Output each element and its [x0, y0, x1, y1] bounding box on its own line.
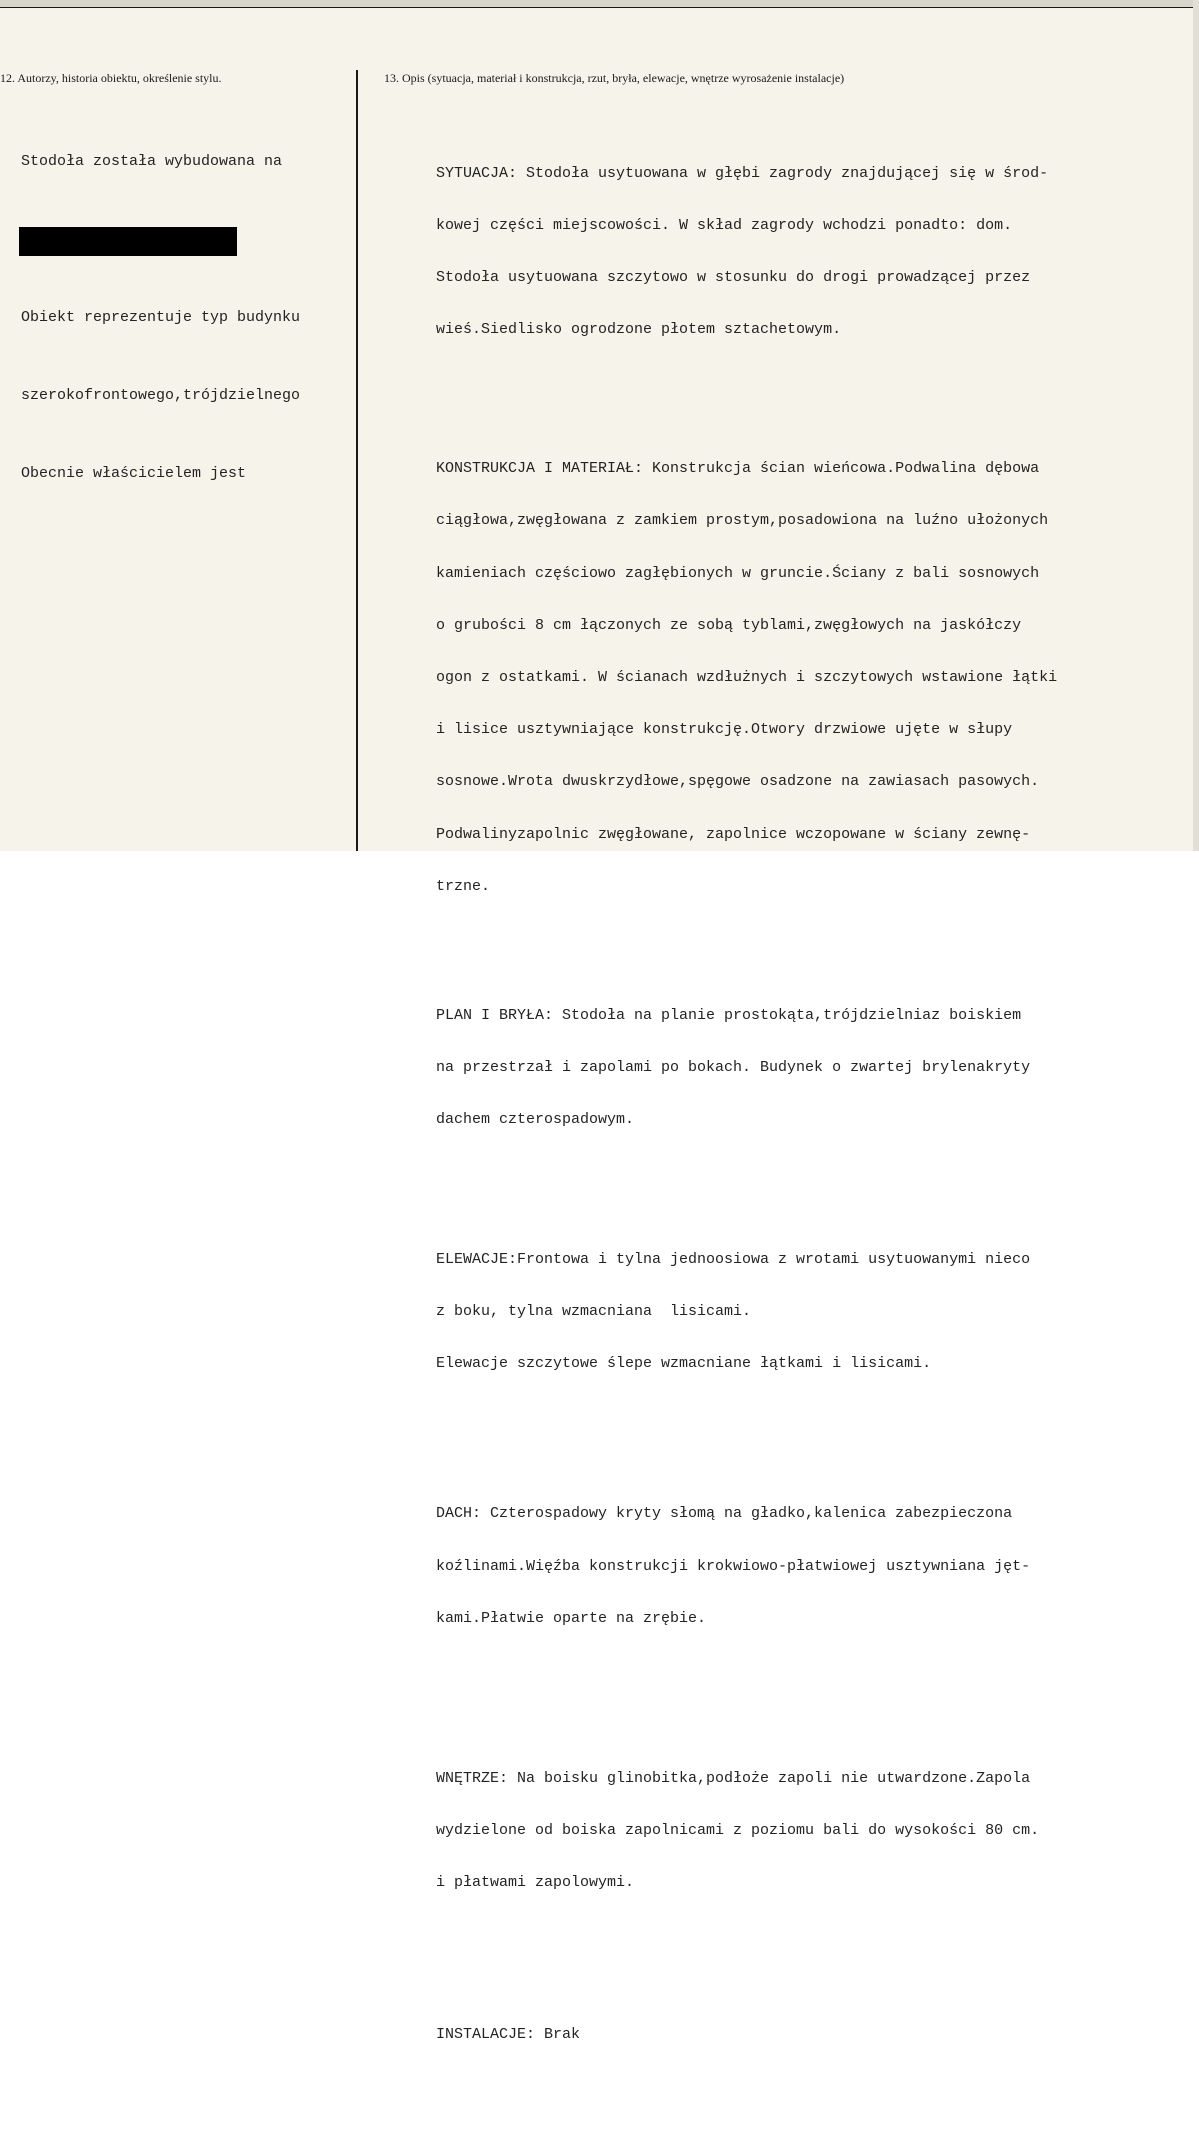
description-text	[436, 95, 1057, 2130]
right-edge	[1193, 0, 1199, 851]
text-line: DACH: Czterospadowy kryty słomą na gładko,kalenica zabezpieczona	[436, 1505, 1013, 1523]
left-line: Obecnie właścicielem jest	[21, 465, 247, 482]
text-line: ciągłowa,zwęgłowana z zamkiem prostym,posadowiona na luźno ułożonych	[436, 512, 1049, 530]
text-line: wydzielone od boiska zapolnicami z poziomu bali do wysokości 80 cm.	[436, 1821, 1040, 1839]
text-line: kowej części miejscowości. W skład zagrody wchodzi ponadto: dom.	[436, 216, 1013, 234]
text-line: wieś.Siedlisko ogrodzone płotem sztachetowym.	[436, 321, 842, 339]
section-elewacje	[436, 1216, 1057, 1407]
text-line: WNĘTRZE: Na boisku glinobitka,podłoże zapoli nie utwardzone.Zapola	[436, 1769, 1031, 1787]
left-column-text	[21, 97, 300, 539]
text-line: dachem czterospadowym.	[436, 1111, 635, 1129]
section-sytuacja	[436, 130, 1057, 374]
section-wnetrze	[436, 1735, 1057, 1926]
text-line: KONSTRUKCJA I MATERIAŁ: Konstrukcja ścian wieńcowa.Podwalina dębowa	[436, 460, 1040, 478]
section-konstrukcja	[436, 425, 1057, 930]
text-line: z boku, tylna wzmacniana lisicami.	[436, 1303, 752, 1321]
top-border-line	[0, 7, 1199, 8]
text-line: i płatwami zapolowymi.	[436, 1874, 635, 1891]
text-line: SYTUACJA: Stodoła usytuowana w głębi zagrody znajdującej się w środ-	[436, 164, 1049, 182]
text-line: ELEWACJE:Frontowa i tylna jednoosiowa z wrotami usytuowanymi nieco	[436, 1251, 1031, 1268]
column-divider	[356, 70, 358, 851]
text-line: PLAN I BRYŁA: Stodoła na planie prostokąta,trójdzielniaz boiskiem	[436, 1006, 1022, 1024]
left-line: szerokofrontowego,trójdzielnego	[21, 387, 301, 404]
text-line: sosnowe.Wrota dwuskrzydłowe,spęgowe osadzone na zawiasach pasowych.	[436, 773, 1040, 791]
section-dach	[436, 1470, 1057, 1661]
text-line: koźlinami.Więźba konstrukcji krokwiowo-płatwiowej usztywniana jęt-	[436, 1557, 1031, 1575]
header-description: 13. Opis (sytuacja, materiał i konstrukcja, rzut, bryła, elewacje, wnętrze wyrosażenie instalacje)	[384, 71, 845, 85]
text-line: na przestrzał i zapolami po bokach. Budynek o zwartej brylenakryty	[436, 1058, 1031, 1076]
left-line: Obiekt reprezentuje typ budynku	[21, 309, 301, 326]
text-line: i lisice usztywniające konstrukcję.Otwory drzwiowe ujęte w słupy	[436, 721, 1013, 739]
top-strip	[0, 0, 1199, 7]
text-line: trzne.	[436, 877, 491, 895]
redaction-bar	[19, 227, 237, 256]
text-line: INSTALACJE: Brak	[436, 2025, 581, 2043]
section-instalacje	[436, 1991, 1057, 2078]
header-authors-history: 12. Autorzy, historia obiektu, określenie stylu.	[0, 71, 222, 85]
text-line: kami.Płatwie oparte na zrębie.	[436, 1609, 707, 1627]
section-plan-bryla	[436, 972, 1057, 1163]
text-line: Elewacje szczytowe ślepe wzmacniane łątkami i lisicami.	[436, 1355, 932, 1373]
text-line: o grubości 8 cm łączonych ze sobą tyblami,zwęgłowych na jaskółczy	[436, 616, 1022, 634]
left-line: Stodoła została wybudowana na	[21, 153, 283, 170]
text-line: ogon z ostatkami. W ścianach wzdłużnych i szczytowych wstawione łątki	[436, 669, 1058, 686]
text-line: Stodoła usytuowana szczytowo w stosunku do drogi prowadzącej przez	[436, 269, 1031, 287]
text-line: Podwalinyzapolnic zwęgłowane, zapolnice wczopowane w ściany zewnę-	[436, 825, 1031, 843]
text-line: kamieniach częściowo zagłębionych w gruncie.Ściany z bali sosnowych	[436, 564, 1040, 582]
